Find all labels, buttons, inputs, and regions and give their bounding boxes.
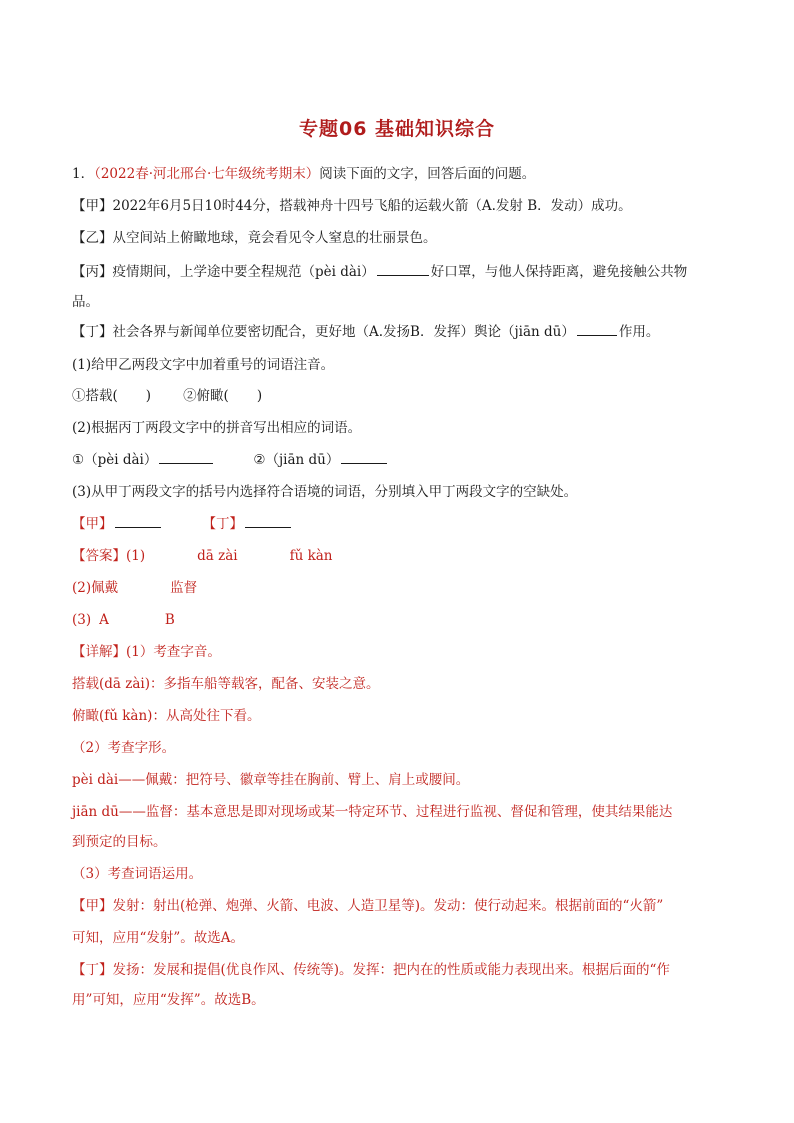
explain-line-3: （3）考查词语运用。 (72, 866, 203, 882)
passage-text: 从空间站上俯瞰地球，竟会看见令人窒息的壮丽景色。 (112, 230, 437, 246)
sub-question-3-items (72, 514, 732, 534)
explain-line-3-ding-cont: 用”可知，应用“发挥”。故选B。 (72, 992, 265, 1008)
sub-question-2: (2)根据丙丁两段文字中的拼音写出相应的词语。 (72, 420, 362, 436)
explain-line-1b: 俯瞰(fǔ kàn)：从高处往下看。 (72, 708, 261, 724)
passage-text: 疫情期间，上学途中要全程规范（pèi dài） (112, 264, 375, 280)
explain-line-3-ding: 【丁】发扬：发展和提倡(优良作风、传统等)。发挥：把内在的性质或能力表现出来。根据后面的“作 (72, 962, 670, 978)
passage-tag: 【乙】 (72, 230, 113, 246)
word-answer: 监督 (170, 580, 198, 596)
passage-tag: 【丁】 (72, 324, 113, 340)
question-source: （2022春·河北邢台·七年级统考期末） (94, 166, 320, 182)
sub-question-2-items (72, 450, 732, 470)
answer-line-2: (2)佩戴 监督 (72, 580, 198, 596)
page-title: 专题06 基础知识综合 (298, 118, 496, 140)
explain-line-3-jia-cont: 可知，应用“发射”。故选A。 (72, 930, 245, 946)
passage-text: 好口罩，与他人保持距离，避免接触公共物 (430, 264, 688, 280)
passage-text: 品。 (72, 294, 99, 310)
explain-line-1a: 搭载(dā zài)：多指车船等载客，配备、安装之意。 (72, 676, 380, 692)
explain-line-1: 【详解】(1）考查字音。 (72, 644, 221, 660)
answer-line-3: (3) A B (72, 612, 175, 628)
answer-blank (341, 450, 387, 464)
answer-line-1: 【答案】(1) dā zài fǔ kàn (72, 548, 333, 564)
item-a: ①搭载( (72, 388, 118, 404)
answer-blank (577, 322, 617, 336)
item-ding: 【丁】 (202, 516, 243, 532)
answer-blank (245, 514, 291, 528)
question-number: 1． (72, 166, 95, 182)
sub-question-1-items: ①搭载( ) ②俯瞰( ) (72, 388, 263, 404)
explain-line-2b: jiān dū——监督：基本意思是即对现场或某一特定环节、过程进行监视、督促和管理，使其结果能达 (72, 804, 673, 820)
choice-answer: B (164, 612, 175, 628)
passage-jia (72, 196, 732, 216)
item-b: ②（jiān dū） (253, 452, 340, 468)
passage-bing-cont (72, 292, 732, 312)
pinyin-answer: dā zài (197, 548, 238, 564)
explain-line-2b-cont: 到预定的目标。 (72, 834, 167, 850)
answer-tag: 【答案】 (72, 548, 126, 564)
answer-blank (377, 262, 429, 276)
item-jia: 【甲】 (72, 516, 113, 532)
explain-tag: 【甲】 (72, 898, 113, 914)
question-header (72, 164, 732, 184)
passage-text: 社会各界与新闻单位要密切配合，更好地（A.发扬B．发挥）舆论（jiān dū） (112, 324, 575, 340)
answer-blank (115, 514, 161, 528)
passage-tag: 【丙】 (72, 264, 113, 280)
choice-answer: A (99, 612, 109, 628)
passage-ding (72, 322, 732, 342)
explain-line-3-jia: 【甲】发射：射出(枪弹、炮弹、火箭、电波、人造卫星等)。发动：使行动起来。根据前面的“火箭” (72, 898, 664, 914)
sub-question-3: (3)从甲丁两段文字的括号内选择符合语境的词语，分别填入甲丁两段文字的空缺处。 (72, 484, 578, 500)
explain-tag: 【详解】 (72, 644, 126, 660)
passage-text: 2022年6月5日10时44分，搭载神舟十四号飞船的运载火箭（A.发射 B．发动）成功。 (112, 198, 632, 214)
answer-blank (159, 450, 213, 464)
passage-tag: 【甲】 (72, 198, 113, 214)
sub-question-1: (1)给甲乙两段文字中加着重号的词语注音。 (72, 357, 335, 373)
question-intro: 阅读下面的文字，回答后面的问题。 (319, 166, 536, 182)
explain-tag: 【丁】 (72, 962, 113, 978)
item-b: ②俯瞰( (183, 388, 229, 404)
explain-line-2: （2）考查字形。 (72, 740, 176, 756)
passage-bing (72, 262, 732, 282)
item-a: ①（pèi dài） (72, 452, 158, 468)
passage-text: 作用。 (618, 324, 660, 340)
passage-yi (72, 228, 732, 248)
explain-line-2a: pèi dài——佩戴：把符号、徽章等挂在胸前、臂上、肩上或腰间。 (72, 772, 470, 788)
pinyin-answer: fǔ kàn (289, 548, 333, 564)
